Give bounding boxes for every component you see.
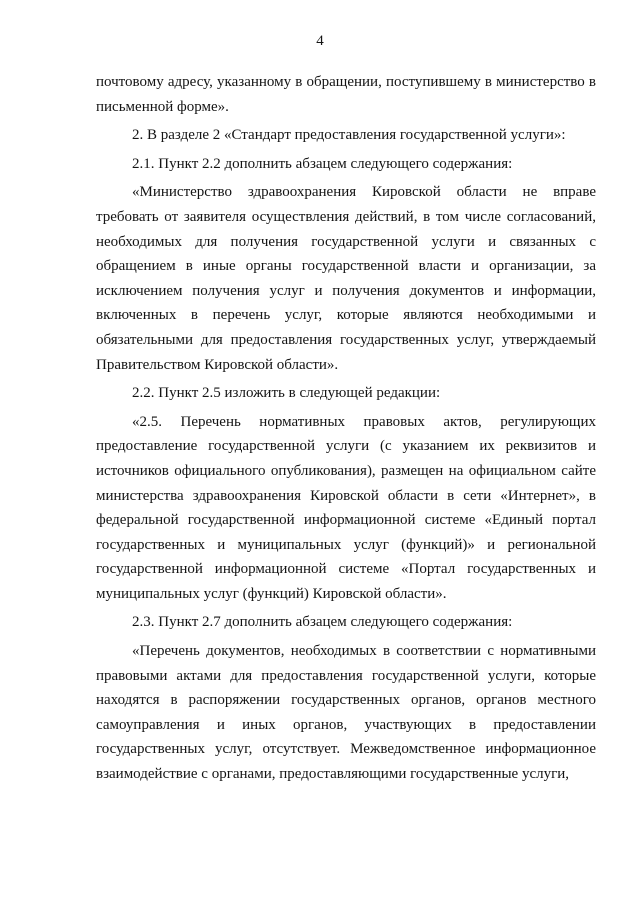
section-2-heading: 2. В разделе 2 «Стандарт предоставления государственной услуги»: xyxy=(132,127,566,144)
paragraph-continuation: почтовому адресу, указанному в обращении, поступившему в министерство в письменной форме». xyxy=(96,74,596,115)
item-2-1-text: «Министерство здравоохранения Кировской области не вправе требовать от заявителя осуществления действий, в том числе согласований, необходимых для получения государственной услуги и связанных с обращением в иные органы государственной власти и организации, за исключением получения услуг и получения документов и информации, включенных в перечень услуг, которые являются необходимыми и обязательными для предоставления государственных услуг, утверждаемый Правительством Кировской области». xyxy=(96,184,596,373)
item-2-2-heading: 2.2. Пункт 2.5 изложить в следующей редакции: xyxy=(132,385,441,402)
document-body xyxy=(96,70,596,787)
item-2-3-text: «Перечень документов, необходимых в соответствии с нормативными правовыми актами для предоставления государственной услуги, которые находятся в распоряжении государственных органов, органов местного самоуправления и иных органов, участвующих в предоставлении государственных услуг, отсутствует. Межведомственное информационное взаимодействие с органами, предоставляющими государственные услуги, xyxy=(96,643,596,783)
item-2-2-text: «2.5. Перечень нормативных правовых актов, регулирующих предоставление государственной услуги (с указанием их реквизитов и источников официального опубликования), размещен на официальном сайте министерства здравоохранения Кировской области в сети «Интернет», в федеральной государственной информационной системе «Единый портал государственных и муниципальных услуг (функций)» и региональной государственной информационной системе «Портал государственных и муниципальных услуг (функций) Кировской области». xyxy=(96,413,596,602)
page-number: 4 xyxy=(316,33,324,49)
item-2-3-heading: 2.3. Пункт 2.7 дополнить абзацем следующего содержания: xyxy=(132,614,513,631)
item-2-1-heading: 2.1. Пункт 2.2 дополнить абзацем следующего содержания: xyxy=(132,155,513,172)
